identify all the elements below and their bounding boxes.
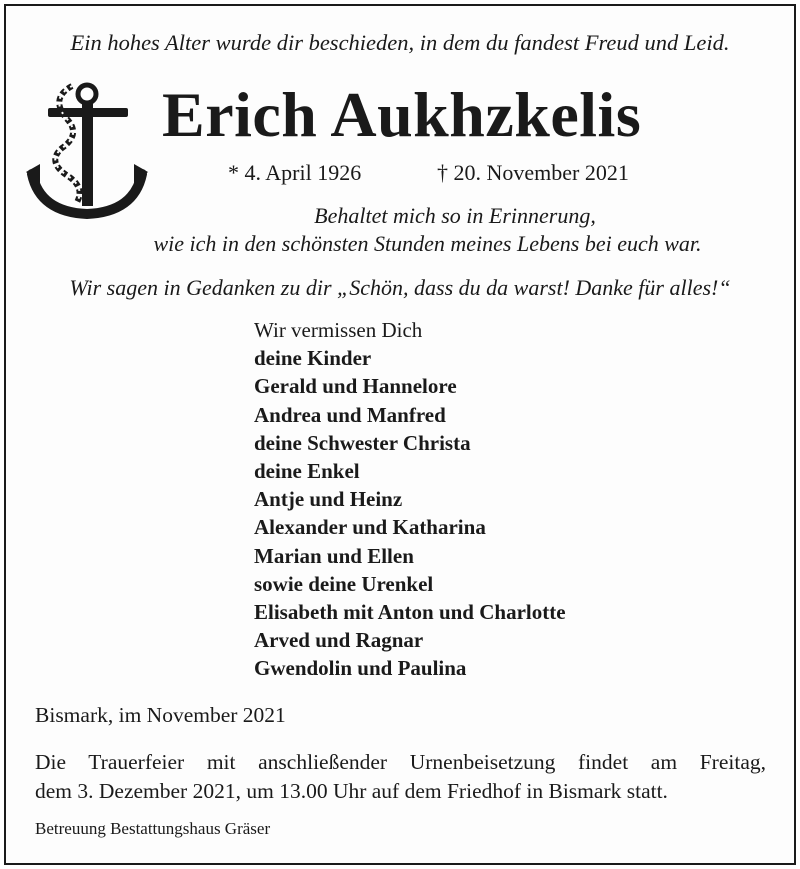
- family-line: sowie deine Urenkel: [254, 571, 434, 596]
- family-line: deine Schwester Christa: [254, 430, 471, 455]
- family-line: Marian und Ellen: [254, 543, 414, 568]
- ceremony-line-2: dem 3. Dezember 2021, um 13.00 Uhr auf dem Friedhof in Bismark statt.: [35, 779, 668, 803]
- family-list: [254, 316, 566, 683]
- death-date: † 20. November 2021: [437, 160, 629, 185]
- ceremony-line-1: Die Trauerfeier mit anschließender Urnenbeisetzung findet am Freitag,: [35, 750, 766, 774]
- birth-date: * 4. April 1926: [228, 160, 362, 185]
- family-intro: Wir vermissen Dich: [254, 318, 423, 342]
- motto-line: Ein hohes Alter wurde dir beschieden, in dem du fandest Freud und Leid.: [70, 30, 730, 55]
- family-line: Gwendolin und Paulina: [254, 656, 467, 681]
- ceremony-info: [35, 748, 766, 806]
- family-line: deine Enkel: [254, 459, 360, 484]
- family-line: Gerald und Hannelore: [254, 374, 457, 399]
- family-line: Andrea und Manfred: [254, 402, 446, 427]
- family-line: Elisabeth mit Anton und Charlotte: [254, 600, 566, 625]
- verse-line-2: wie ich in den schönsten Stunden meines Lebens bei euch war.: [153, 231, 702, 256]
- family-line: Alexander und Katharina: [254, 515, 486, 540]
- farewell-quote: Wir sagen in Gedanken zu dir „Schön, dass du da warst! Danke für alles!“: [69, 275, 731, 300]
- family-line: Antje und Heinz: [254, 487, 403, 512]
- undertaker-credit: Betreuung Bestattungshaus Gräser: [35, 819, 271, 838]
- verse-line-1: Behaltet mich so in Erinnerung,: [314, 203, 596, 228]
- family-line: Arved und Ragnar: [254, 628, 424, 653]
- family-line: deine Kinder: [254, 346, 372, 371]
- deceased-name: Erich Aukhzkelis: [162, 79, 642, 150]
- place-date: Bismark, im November 2021: [35, 703, 286, 727]
- anchor-icon: [26, 80, 148, 222]
